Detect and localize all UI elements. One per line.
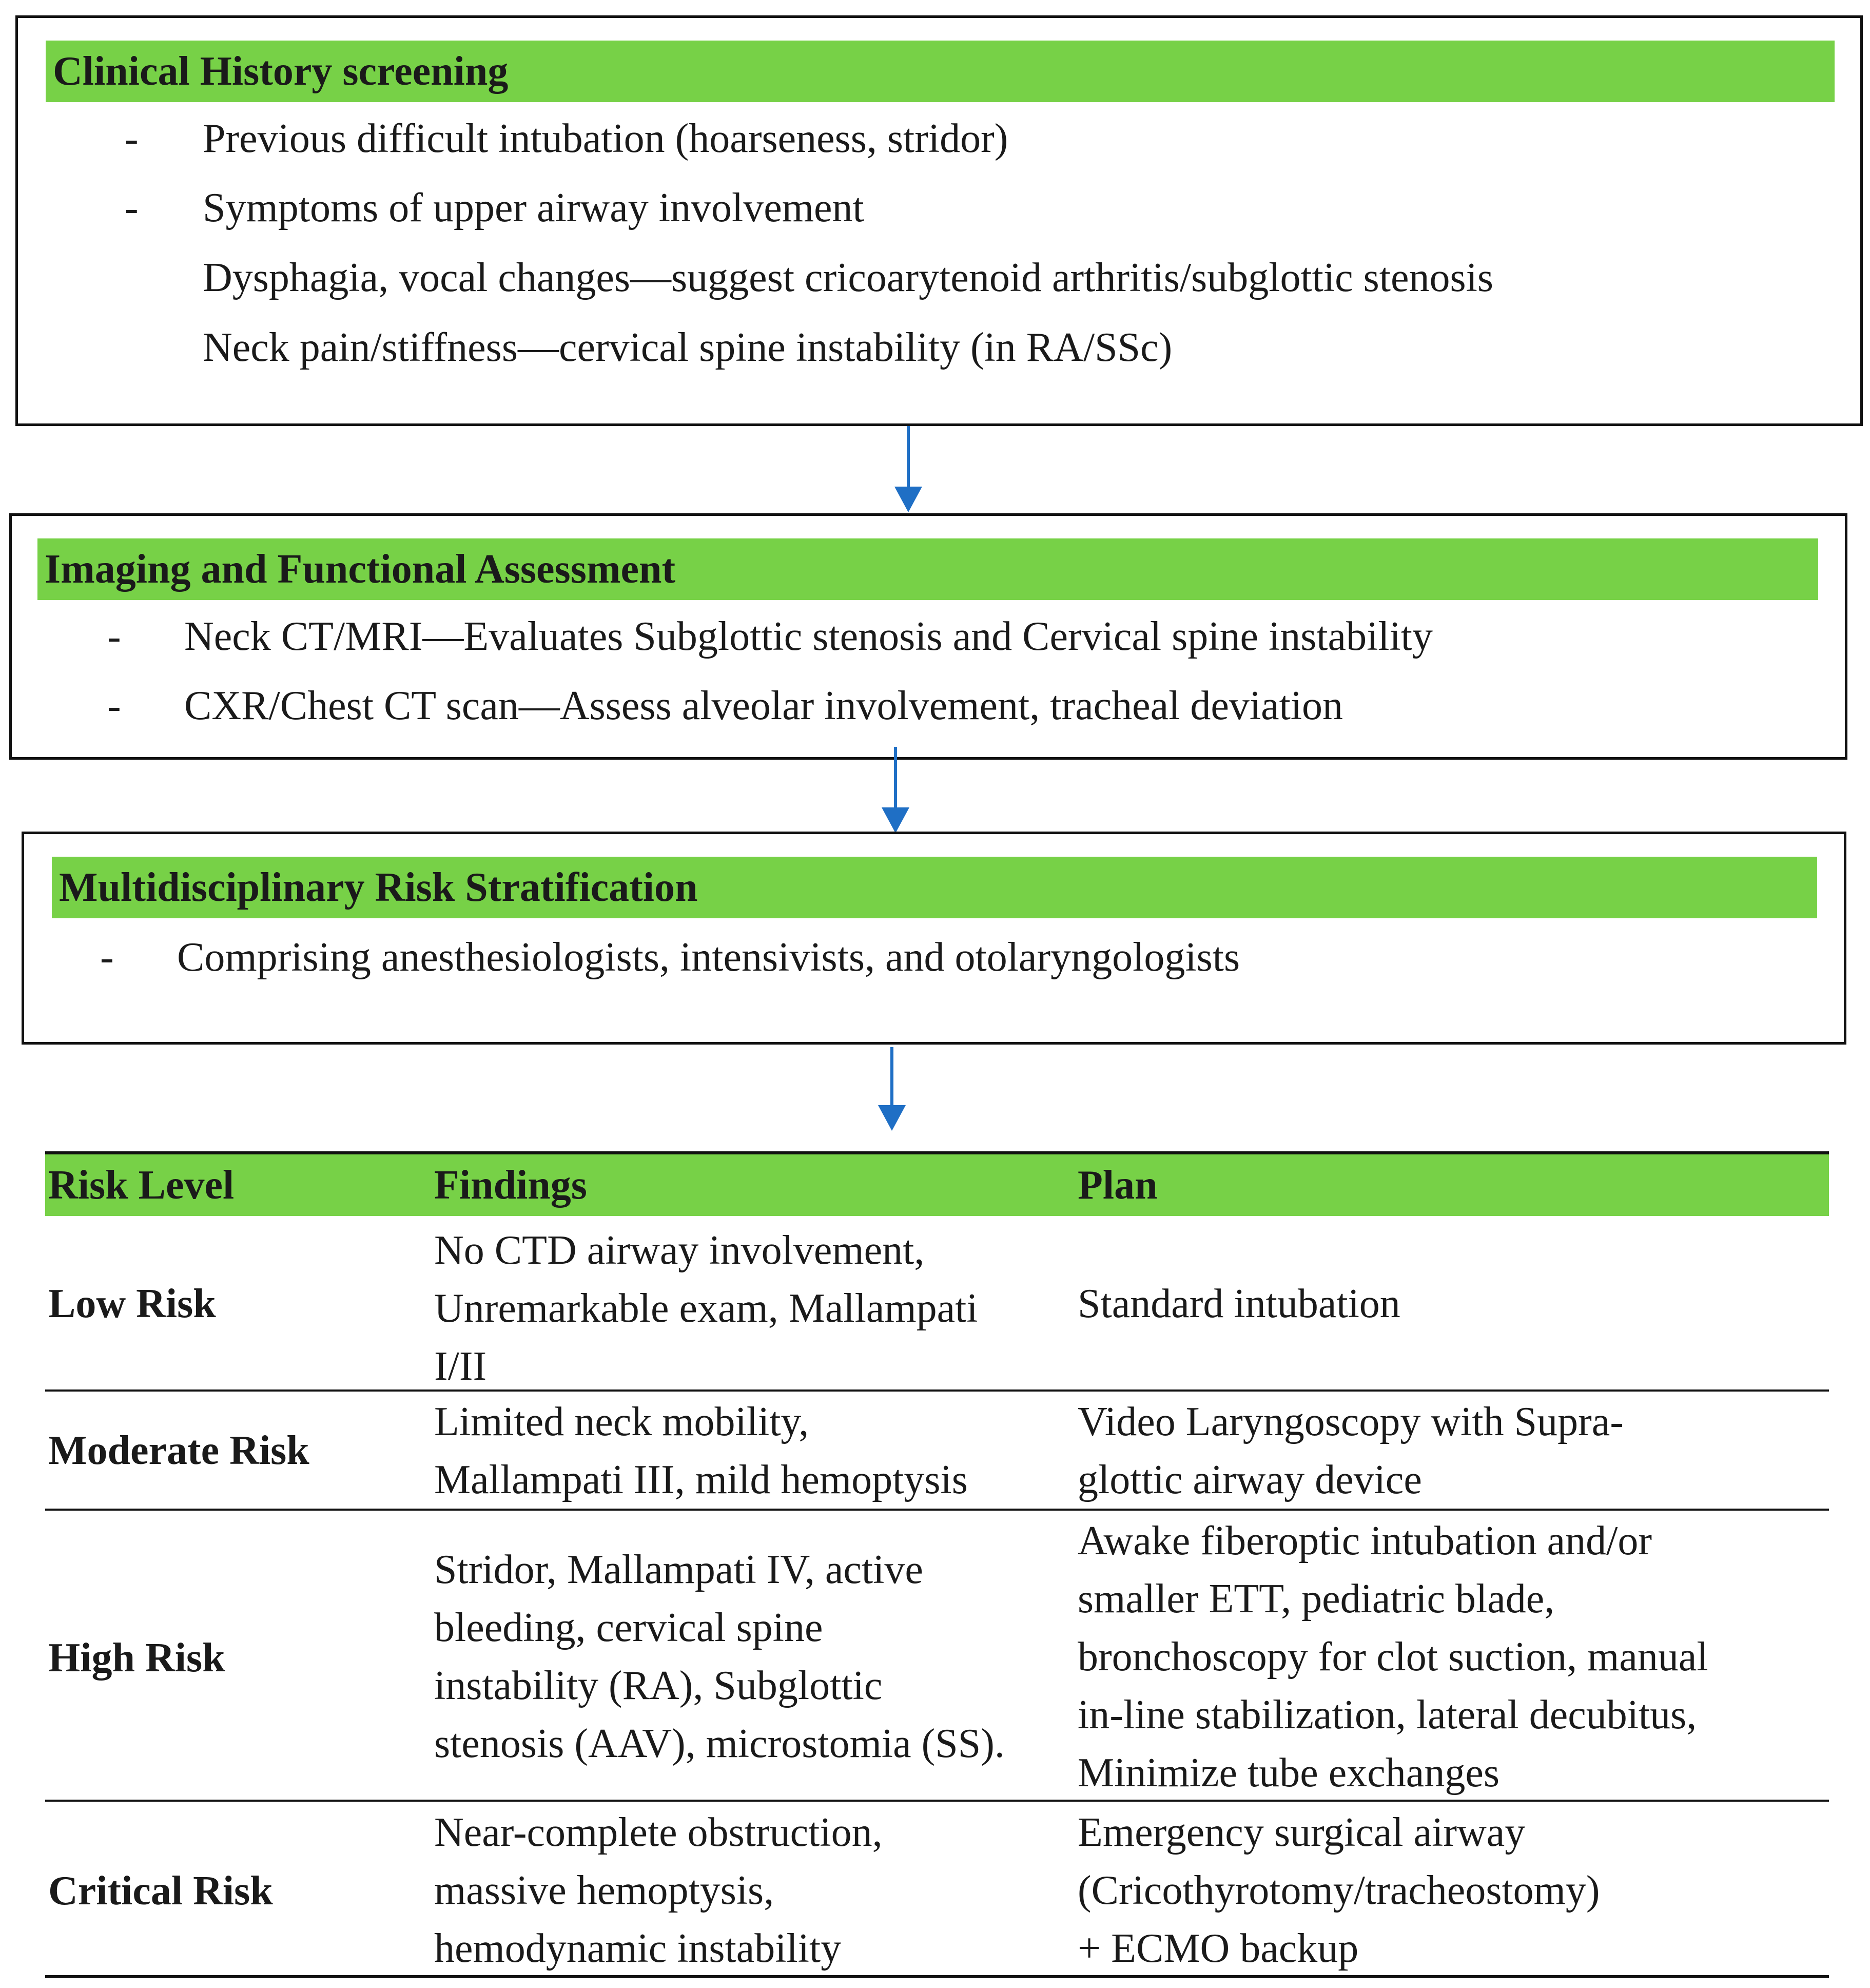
row-critical-risk-plan bbox=[1078, 1804, 1600, 1978]
findings-line: stenosis (AAV), microstomia (SS). bbox=[434, 1721, 1005, 1766]
stratification-bullet-1: Comprising anesthesiologists, intensivists, and otolaryngologists bbox=[177, 935, 1240, 980]
down-arrow-icon bbox=[878, 747, 913, 834]
bullet-marker: - bbox=[107, 683, 121, 728]
clinical-history-title: Clinical History screening bbox=[46, 41, 1835, 102]
bullet-marker: - bbox=[125, 116, 139, 161]
header-findings: Findings bbox=[434, 1163, 587, 1208]
findings-line: No CTD airway involvement, bbox=[434, 1228, 925, 1273]
bullet-marker: - bbox=[100, 935, 114, 980]
plan-line: Standard intubation bbox=[1078, 1281, 1400, 1326]
findings-line: bleeding, cervical spine bbox=[434, 1605, 823, 1650]
plan-line: bronchoscopy for clot suction, manual bbox=[1078, 1634, 1708, 1680]
findings-line: Unremarkable exam, Mallampati bbox=[434, 1286, 978, 1331]
row-high-risk-plan bbox=[1078, 1512, 1708, 1802]
clinical-history-box bbox=[15, 15, 1863, 426]
row-divider bbox=[45, 1800, 1829, 1802]
plan-line: + ECMO backup bbox=[1078, 1926, 1359, 1971]
history-sub-line-2: Neck pain/stiffness—cervical spine instability (in RA/SSc) bbox=[203, 325, 1173, 370]
imaging-bullet-1: Neck CT/MRI—Evaluates Subglottic stenosis and Cervical spine instability bbox=[184, 614, 1433, 659]
row-low-risk-findings bbox=[434, 1222, 978, 1396]
imaging-assessment-box bbox=[9, 513, 1847, 760]
findings-line: hemodynamic instability bbox=[434, 1926, 842, 1971]
findings-line: instability (RA), Subglottic bbox=[434, 1663, 883, 1708]
imaging-assessment-title: Imaging and Functional Assessment bbox=[37, 538, 1818, 600]
imaging-bullet-2: CXR/Chest CT scan—Assess alveolar involvement, tracheal deviation bbox=[184, 683, 1343, 728]
bullet-marker: - bbox=[125, 185, 139, 230]
findings-line: Mallampati III, mild hemoptysis bbox=[434, 1457, 968, 1502]
row-high-risk-level: High Risk bbox=[48, 1635, 225, 1681]
plan-line: (Cricothyrotomy/tracheostomy) bbox=[1078, 1868, 1600, 1913]
plan-line: Minimize tube exchanges bbox=[1078, 1750, 1499, 1796]
findings-line: Near-complete obstruction, bbox=[434, 1810, 883, 1855]
plan-line: Video Laryngoscopy with Supra- bbox=[1078, 1399, 1624, 1444]
row-moderate-risk-level: Moderate Risk bbox=[48, 1428, 309, 1473]
findings-line: massive hemoptysis, bbox=[434, 1868, 774, 1913]
row-high-risk-findings bbox=[434, 1541, 1005, 1773]
down-arrow-icon bbox=[890, 426, 926, 513]
down-arrow-icon bbox=[874, 1047, 910, 1132]
history-bullet-2: Symptoms of upper airway involvement bbox=[203, 185, 864, 230]
row-divider bbox=[45, 1389, 1829, 1392]
header-risk-level: Risk Level bbox=[48, 1163, 235, 1208]
findings-line: Stridor, Mallampati IV, active bbox=[434, 1547, 923, 1592]
plan-line: glottic airway device bbox=[1078, 1457, 1422, 1502]
findings-line: I/II bbox=[434, 1344, 487, 1389]
plan-line: smaller ETT, pediatric blade, bbox=[1078, 1576, 1555, 1622]
row-divider bbox=[45, 1509, 1829, 1511]
row-low-risk-plan bbox=[1078, 1275, 1400, 1333]
row-moderate-risk-plan bbox=[1078, 1393, 1624, 1509]
history-sub-line-1: Dysphagia, vocal changes—suggest cricoarytenoid arthritis/subglottic stenosis bbox=[203, 255, 1493, 300]
row-low-risk-level: Low Risk bbox=[48, 1281, 216, 1326]
plan-line: in-line stabilization, lateral decubitus, bbox=[1078, 1692, 1697, 1738]
table-header-row bbox=[45, 1154, 1829, 1216]
bullet-marker: - bbox=[107, 614, 121, 659]
history-bullet-1: Previous difficult intubation (hoarseness, stridor) bbox=[203, 116, 1008, 161]
risk-stratification-title: Multidisciplinary Risk Stratification bbox=[52, 857, 1817, 918]
table-bottom-border bbox=[45, 1975, 1829, 1978]
row-critical-risk-findings bbox=[434, 1804, 883, 1978]
risk-stratification-box bbox=[22, 832, 1846, 1045]
header-plan: Plan bbox=[1078, 1163, 1158, 1208]
plan-line: Awake fiberoptic intubation and/or bbox=[1078, 1518, 1652, 1564]
plan-line: Emergency surgical airway bbox=[1078, 1810, 1526, 1855]
findings-line: Limited neck mobility, bbox=[434, 1399, 809, 1444]
row-critical-risk-level: Critical Risk bbox=[48, 1868, 273, 1914]
row-moderate-risk-findings bbox=[434, 1393, 968, 1509]
